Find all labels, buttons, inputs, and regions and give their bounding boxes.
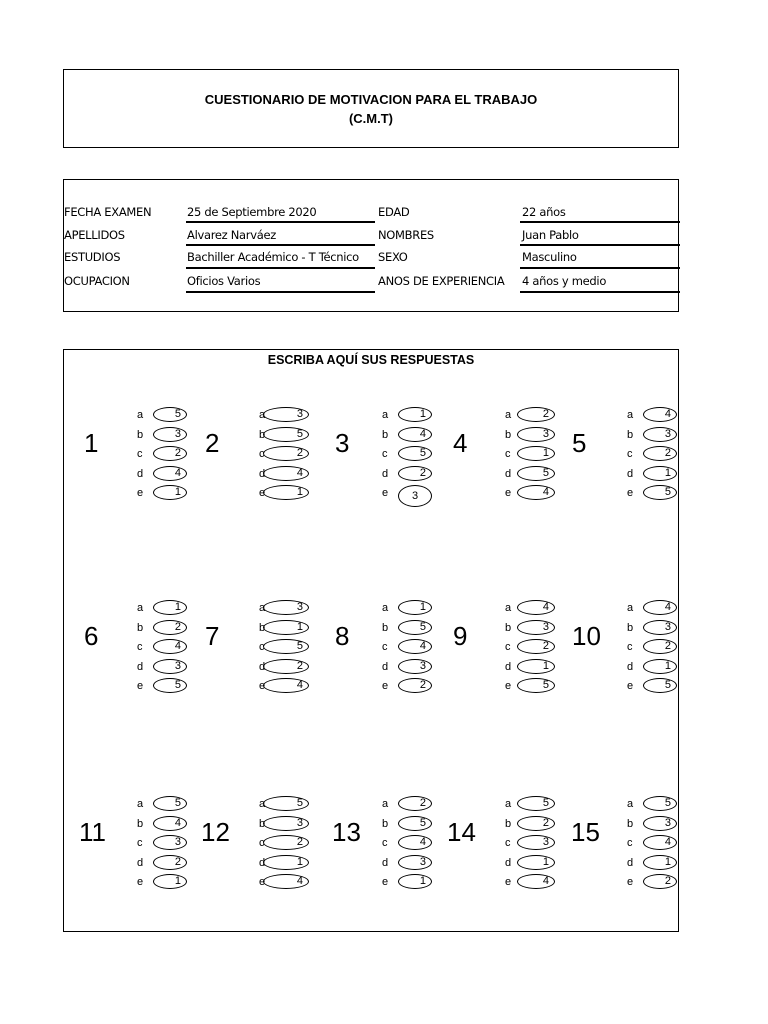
option-letter: c	[382, 641, 388, 653]
option-letter: c	[259, 641, 265, 653]
option-letter: a	[137, 409, 144, 421]
experiencia-value: 4 años y medio	[522, 274, 607, 288]
option-letter: c	[382, 448, 388, 460]
answer-oval[interactable]	[643, 816, 677, 831]
answer-value: 2	[174, 620, 181, 633]
answer-value: 1	[296, 620, 303, 633]
answer-value: 1	[296, 486, 303, 498]
option-letter: d	[627, 467, 634, 480]
answer-value: 2	[542, 640, 549, 652]
answer-oval[interactable]	[398, 466, 432, 481]
option-letter: a	[505, 798, 512, 810]
answer-value: 3	[174, 836, 181, 848]
title-box	[63, 69, 679, 148]
answer-value: 2	[174, 447, 181, 459]
answer-oval[interactable]	[263, 874, 309, 889]
fecha-underline	[186, 221, 375, 223]
option-letter: c	[259, 448, 265, 460]
answer-oval[interactable]	[398, 407, 432, 422]
answer-value: 4	[542, 486, 549, 498]
answer-value: 4	[664, 601, 671, 613]
answer-value: 1	[419, 408, 426, 420]
answer-oval[interactable]	[153, 796, 187, 811]
answer-value: 4	[296, 679, 303, 691]
answer-oval[interactable]	[398, 659, 432, 674]
option-letter: e	[382, 487, 389, 499]
answer-oval[interactable]	[517, 485, 555, 500]
answer-value: 3	[296, 408, 303, 420]
answer-value: 2	[419, 797, 426, 809]
answer-oval[interactable]	[517, 796, 555, 811]
answer-oval[interactable]	[153, 874, 187, 889]
answer-value: 3	[174, 659, 181, 672]
edad-underline	[520, 221, 680, 223]
option-letter: e	[259, 680, 266, 692]
answer-oval[interactable]	[643, 466, 677, 481]
answer-oval[interactable]	[263, 485, 309, 500]
answer-oval[interactable]	[643, 446, 677, 461]
answer-value: 1	[542, 855, 549, 868]
answer-oval[interactable]	[517, 620, 555, 635]
option-letter: c	[627, 641, 633, 653]
option-letter: b	[382, 428, 389, 441]
option-letter: a	[505, 602, 512, 614]
edad-value: 22 años	[522, 205, 566, 219]
answer-value: 5	[664, 679, 671, 691]
answer-value: 4	[664, 408, 671, 420]
option-letter: a	[627, 409, 634, 421]
answer-oval[interactable]	[153, 639, 187, 654]
question-number: 2	[205, 428, 220, 458]
answer-value: 5	[664, 797, 671, 809]
nombres-value: Juan Pablo	[522, 228, 579, 242]
option-letter: d	[137, 467, 144, 480]
option-letter: c	[137, 641, 143, 653]
answer-value: 1	[174, 486, 181, 498]
option-letter: a	[259, 798, 266, 810]
answer-oval[interactable]	[153, 427, 187, 442]
question-number: 13	[332, 817, 361, 847]
answer-oval[interactable]	[643, 835, 677, 850]
option-letter: d	[137, 660, 144, 673]
option-letter: b	[382, 817, 389, 830]
answer-oval[interactable]	[643, 620, 677, 635]
fecha-label: FECHA EXAMEN	[64, 205, 152, 219]
answer-oval[interactable]	[153, 407, 187, 422]
apellidos-value: Alvarez Narváez	[187, 228, 276, 242]
answer-oval[interactable]	[263, 620, 309, 635]
option-letter: b	[259, 817, 266, 830]
question-number: 12	[201, 817, 230, 847]
answer-value: 3	[542, 620, 549, 633]
answer-oval[interactable]	[398, 796, 432, 811]
option-letter: d	[627, 856, 634, 869]
question-number: 9	[453, 621, 468, 651]
edad-label: EDAD	[378, 205, 410, 219]
option-letter: b	[627, 621, 634, 634]
option-letter: e	[505, 680, 512, 692]
answers-box	[63, 349, 679, 932]
answer-oval[interactable]	[263, 678, 309, 693]
answer-value: 5	[296, 427, 303, 440]
answer-value: 5	[174, 797, 181, 809]
ocupacion-label: OCUPACION	[64, 274, 130, 288]
answer-value: 4	[664, 836, 671, 848]
option-letter: e	[627, 680, 634, 692]
answer-oval[interactable]	[643, 874, 677, 889]
answer-oval[interactable]	[517, 407, 555, 422]
answer-oval[interactable]	[643, 796, 677, 811]
option-letter: c	[137, 448, 143, 460]
option-letter: e	[137, 487, 144, 499]
answer-value: 5	[419, 447, 426, 459]
option-letter: c	[627, 448, 633, 460]
answer-value: 2	[542, 408, 549, 420]
nombres-label: NOMBRES	[378, 228, 434, 242]
option-letter: b	[505, 428, 512, 441]
answer-oval[interactable]	[398, 874, 432, 889]
answer-oval[interactable]	[398, 620, 432, 635]
option-letter: d	[259, 660, 266, 673]
option-letter: b	[505, 817, 512, 830]
page-title: CUESTIONARIO DE MOTIVACION PARA EL TRABAJO	[204, 92, 538, 107]
option-letter: d	[505, 660, 512, 673]
answer-value: 1	[174, 601, 181, 613]
answer-value: 5	[542, 466, 549, 479]
option-letter: e	[505, 487, 512, 499]
answer-oval[interactable]	[263, 600, 309, 615]
sexo-value: Masculino	[522, 250, 577, 264]
answer-value: 3	[664, 816, 671, 829]
answer-value: 2	[664, 875, 671, 887]
answer-value: 5	[542, 679, 549, 691]
answer-value: 2	[664, 640, 671, 652]
option-letter: b	[137, 817, 144, 830]
option-letter: b	[259, 621, 266, 634]
ocupacion-value: Oficios Varios	[187, 274, 261, 288]
answer-oval[interactable]	[398, 835, 432, 850]
answer-value: 4	[419, 836, 426, 848]
option-letter: d	[382, 660, 389, 673]
answer-oval[interactable]	[398, 485, 432, 507]
answer-value: 4	[542, 601, 549, 613]
answer-value: 5	[296, 797, 303, 809]
answer-oval[interactable]	[263, 407, 309, 422]
answer-oval[interactable]	[517, 874, 555, 889]
answer-oval[interactable]	[398, 600, 432, 615]
option-letter: a	[137, 602, 144, 614]
answer-oval[interactable]	[517, 639, 555, 654]
option-letter: e	[137, 876, 144, 888]
answer-value: 3	[411, 490, 419, 502]
answer-value: 1	[174, 875, 181, 887]
answer-value: 4	[419, 640, 426, 652]
sexo-underline	[520, 267, 680, 269]
answer-value: 2	[419, 466, 426, 479]
answer-value: 4	[174, 816, 181, 829]
option-letter: a	[627, 798, 634, 810]
option-letter: c	[505, 448, 511, 460]
answer-value: 5	[174, 679, 181, 691]
answer-oval[interactable]	[153, 620, 187, 635]
question-number: 8	[335, 621, 350, 651]
option-letter: a	[137, 798, 144, 810]
answer-value: 2	[296, 447, 303, 459]
option-letter: b	[627, 428, 634, 441]
option-letter: e	[259, 487, 266, 499]
question-number: 4	[453, 428, 468, 458]
answer-value: 4	[296, 466, 303, 479]
answer-oval[interactable]	[153, 659, 187, 674]
answer-value: 3	[296, 816, 303, 829]
option-letter: d	[505, 467, 512, 480]
answer-oval[interactable]	[398, 639, 432, 654]
answer-oval[interactable]	[643, 639, 677, 654]
answer-value: 1	[542, 447, 549, 459]
option-letter: e	[259, 876, 266, 888]
answer-oval[interactable]	[153, 485, 187, 500]
answer-value: 1	[664, 659, 671, 672]
question-number: 14	[447, 817, 476, 847]
answers-title: ESCRIBA AQUÍ SUS RESPUESTAS	[267, 353, 475, 367]
answer-oval[interactable]	[517, 678, 555, 693]
question-number: 1	[84, 428, 99, 458]
option-letter: b	[382, 621, 389, 634]
question-number: 15	[571, 817, 600, 847]
question-number: 5	[572, 428, 587, 458]
option-letter: e	[382, 876, 389, 888]
answer-oval[interactable]	[263, 446, 309, 461]
answer-value: 3	[664, 620, 671, 633]
apellidos-label: APELLIDOS	[64, 228, 125, 242]
answer-oval[interactable]	[263, 835, 309, 850]
answer-value: 3	[419, 659, 426, 672]
option-letter: a	[627, 602, 634, 614]
option-letter: a	[259, 409, 266, 421]
answer-oval[interactable]	[398, 678, 432, 693]
sexo-label: SEXO	[378, 250, 408, 264]
answer-value: 3	[419, 855, 426, 868]
answer-value: 5	[174, 408, 181, 420]
answer-oval[interactable]	[153, 816, 187, 831]
answer-value: 2	[664, 447, 671, 459]
question-number: 10	[572, 621, 601, 651]
answer-oval[interactable]	[517, 816, 555, 831]
answer-oval[interactable]	[517, 600, 555, 615]
option-letter: e	[382, 680, 389, 692]
answer-value: 3	[542, 836, 549, 848]
answer-oval[interactable]	[263, 816, 309, 831]
answer-value: 5	[542, 797, 549, 809]
option-letter: b	[627, 817, 634, 830]
answer-value: 1	[419, 601, 426, 613]
ocupacion-underline	[186, 291, 375, 293]
answer-oval[interactable]	[643, 855, 677, 870]
answer-value: 5	[296, 640, 303, 652]
option-letter: e	[137, 680, 144, 692]
answer-value: 2	[296, 836, 303, 848]
question-number: 11	[79, 817, 106, 847]
answer-oval[interactable]	[263, 639, 309, 654]
answer-oval[interactable]	[643, 659, 677, 674]
answer-value: 5	[419, 620, 426, 633]
answer-oval[interactable]	[643, 600, 677, 615]
answer-value: 1	[542, 659, 549, 672]
answer-oval[interactable]	[263, 659, 309, 674]
answer-oval[interactable]	[153, 466, 187, 481]
option-letter: a	[382, 798, 389, 810]
answer-oval[interactable]	[153, 855, 187, 870]
option-letter: a	[505, 409, 512, 421]
option-letter: b	[259, 428, 266, 441]
answer-value: 2	[542, 816, 549, 829]
answer-oval[interactable]	[153, 600, 187, 615]
answer-oval[interactable]	[153, 835, 187, 850]
option-letter: d	[382, 856, 389, 869]
answer-oval[interactable]	[398, 446, 432, 461]
answer-oval[interactable]	[517, 855, 555, 870]
answer-value: 1	[296, 855, 303, 868]
answer-value: 3	[296, 601, 303, 613]
option-letter: c	[259, 837, 265, 849]
option-letter: c	[137, 837, 143, 849]
answer-oval[interactable]	[643, 485, 677, 500]
answer-value: 1	[664, 466, 671, 479]
answer-oval[interactable]	[398, 855, 432, 870]
answer-oval[interactable]	[263, 855, 309, 870]
option-letter: d	[382, 467, 389, 480]
apellidos-underline	[186, 244, 375, 246]
option-letter: d	[259, 856, 266, 869]
option-letter: e	[505, 876, 512, 888]
answer-value: 4	[419, 427, 426, 440]
estudios-value: Bachiller Académico - T Técnico	[187, 250, 359, 264]
option-letter: e	[627, 876, 634, 888]
answer-oval[interactable]	[153, 678, 187, 693]
option-letter: c	[382, 837, 388, 849]
answer-oval[interactable]	[263, 796, 309, 811]
option-letter: a	[382, 409, 389, 421]
answer-value: 4	[296, 875, 303, 887]
option-letter: e	[627, 487, 634, 499]
option-letter: d	[505, 856, 512, 869]
option-letter: c	[505, 837, 511, 849]
answer-oval[interactable]	[517, 427, 555, 442]
question-number: 3	[335, 428, 350, 458]
answer-oval[interactable]	[643, 678, 677, 693]
nombres-underline	[520, 244, 680, 246]
answer-value: 1	[664, 855, 671, 868]
page-subtitle: (C.M.T)	[348, 111, 394, 126]
option-letter: b	[137, 621, 144, 634]
experiencia-label: ANOS DE EXPERIENCIA	[378, 274, 505, 288]
answer-oval[interactable]	[263, 466, 309, 481]
answer-oval[interactable]	[517, 659, 555, 674]
option-letter: b	[505, 621, 512, 634]
estudios-label: ESTUDIOS	[64, 250, 121, 264]
answer-oval[interactable]	[398, 816, 432, 831]
option-letter: d	[627, 660, 634, 673]
option-letter: d	[259, 467, 266, 480]
answer-oval[interactable]	[643, 407, 677, 422]
question-number: 7	[205, 621, 220, 651]
answer-value: 4	[174, 466, 181, 479]
answer-value: 3	[664, 427, 671, 440]
answer-value: 5	[419, 816, 426, 829]
answer-oval[interactable]	[517, 446, 555, 461]
option-letter: b	[137, 428, 144, 441]
answer-value: 2	[419, 679, 426, 691]
answer-value: 4	[174, 640, 181, 652]
answer-oval[interactable]	[398, 427, 432, 442]
answer-oval[interactable]	[153, 446, 187, 461]
fecha-value: 25 de Septiembre 2020	[187, 205, 317, 219]
answer-value: 3	[174, 427, 181, 440]
experiencia-underline	[520, 291, 680, 293]
answer-oval[interactable]	[517, 835, 555, 850]
answer-oval[interactable]	[517, 466, 555, 481]
answer-value: 2	[296, 659, 303, 672]
option-letter: c	[627, 837, 633, 849]
option-letter: a	[382, 602, 389, 614]
answer-oval[interactable]	[263, 427, 309, 442]
estudios-underline	[186, 267, 375, 269]
answer-oval[interactable]	[643, 427, 677, 442]
answer-value: 4	[542, 875, 549, 887]
answer-value: 1	[419, 875, 426, 887]
question-number: 6	[84, 621, 99, 651]
answer-value: 3	[542, 427, 549, 440]
info-box	[63, 179, 679, 312]
answer-value: 5	[664, 486, 671, 498]
answer-value: 2	[174, 855, 181, 868]
option-letter: d	[137, 856, 144, 869]
option-letter: c	[505, 641, 511, 653]
option-letter: a	[259, 602, 266, 614]
